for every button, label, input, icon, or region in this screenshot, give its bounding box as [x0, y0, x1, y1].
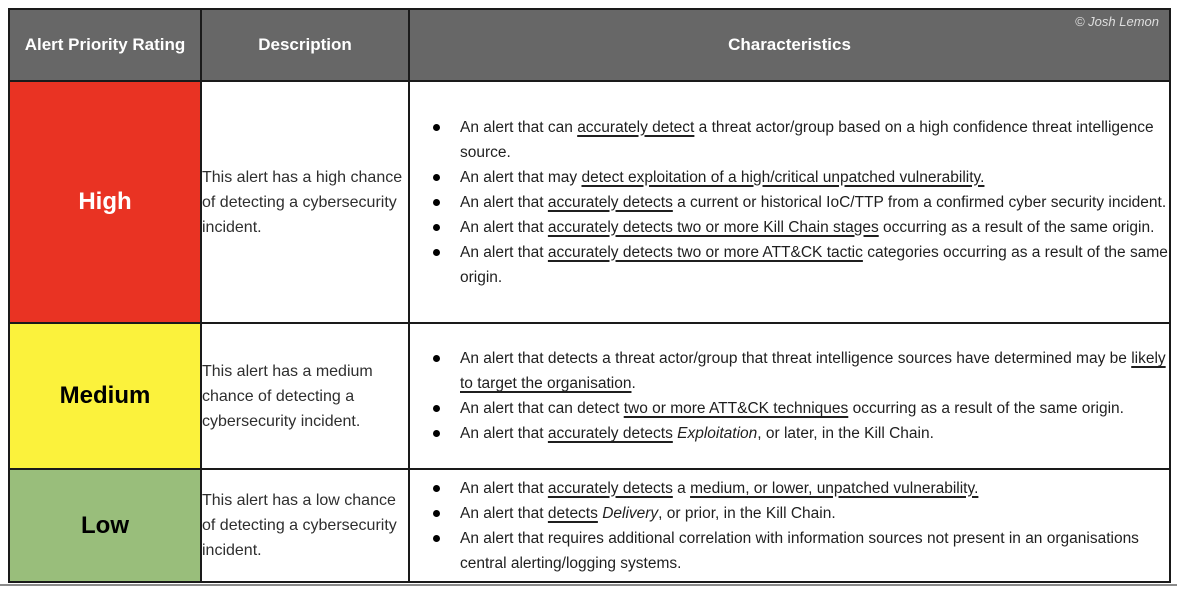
characteristics-list: [410, 476, 1169, 576]
header-description-label: Description: [258, 35, 352, 54]
description-cell: This alert has a low chance of detecting a cybersecurity incident.: [201, 469, 409, 582]
table-body: [9, 81, 1170, 582]
header-alert-priority-rating-label: Alert Priority Rating: [24, 35, 186, 54]
characteristics-list: [410, 115, 1169, 290]
copyright-notice: © Josh Lemon: [1074, 14, 1159, 29]
table-header: [9, 9, 1170, 81]
characteristic-item: An alert that accurately detects two or more ATT&CK tactic categories occurring as a result of the same origin.: [460, 240, 1169, 290]
characteristic-item: An alert that detects Delivery, or prior, in the Kill Chain.: [460, 501, 1169, 526]
characteristic-item: An alert that accurately detects a current or historical IoC/TTP from a confirmed cyber security incident.: [460, 190, 1169, 215]
description-cell: This alert has a high chance of detecting a cybersecurity incident.: [201, 81, 409, 323]
table-row-high: [9, 81, 1170, 323]
characteristic-item: An alert that can detect two or more ATT&CK techniques occurring as a result of the same origin.: [460, 396, 1169, 421]
header-row: [9, 9, 1170, 81]
characteristic-item: An alert that accurately detects Exploitation, or later, in the Kill Chain.: [460, 421, 1169, 446]
description-cell: This alert has a medium chance of detecting a cybersecurity incident.: [201, 323, 409, 469]
table-row-medium: [9, 323, 1170, 469]
characteristics-cell: [409, 81, 1170, 323]
table-row-low: [9, 469, 1170, 582]
header-characteristics: [409, 9, 1170, 81]
page-bottom-divider: [0, 584, 1177, 586]
characteristics-cell: [409, 469, 1170, 582]
header-description: [201, 9, 409, 81]
characteristics-cell: [409, 323, 1170, 469]
characteristic-item: An alert that detects a threat actor/group that threat intelligence sources have determined may be likely to target the organisation.: [460, 346, 1169, 396]
characteristic-item: An alert that can accurately detect a threat actor/group based on a high confidence threat intelligence source.: [460, 115, 1169, 165]
characteristic-item: An alert that may detect exploitation of a high/critical unpatched vulnerability.: [460, 165, 1169, 190]
header-characteristics-label: Characteristics: [728, 35, 851, 54]
rating-cell-medium: Medium: [9, 323, 201, 469]
header-alert-priority-rating: [9, 9, 201, 81]
alert-priority-table-wrap: [8, 8, 1171, 583]
rating-cell-high: High: [9, 81, 201, 323]
alert-priority-table: [8, 8, 1171, 583]
rating-cell-low: Low: [9, 469, 201, 582]
characteristics-list: [410, 346, 1169, 446]
characteristic-item: An alert that requires additional correlation with information sources not present in an organisations central alerting/logging systems.: [460, 526, 1169, 576]
characteristic-item: An alert that accurately detects two or more Kill Chain stages occurring as a result of the same origin.: [460, 215, 1169, 240]
characteristic-item: An alert that accurately detects a medium, or lower, unpatched vulnerability.: [460, 476, 1169, 501]
